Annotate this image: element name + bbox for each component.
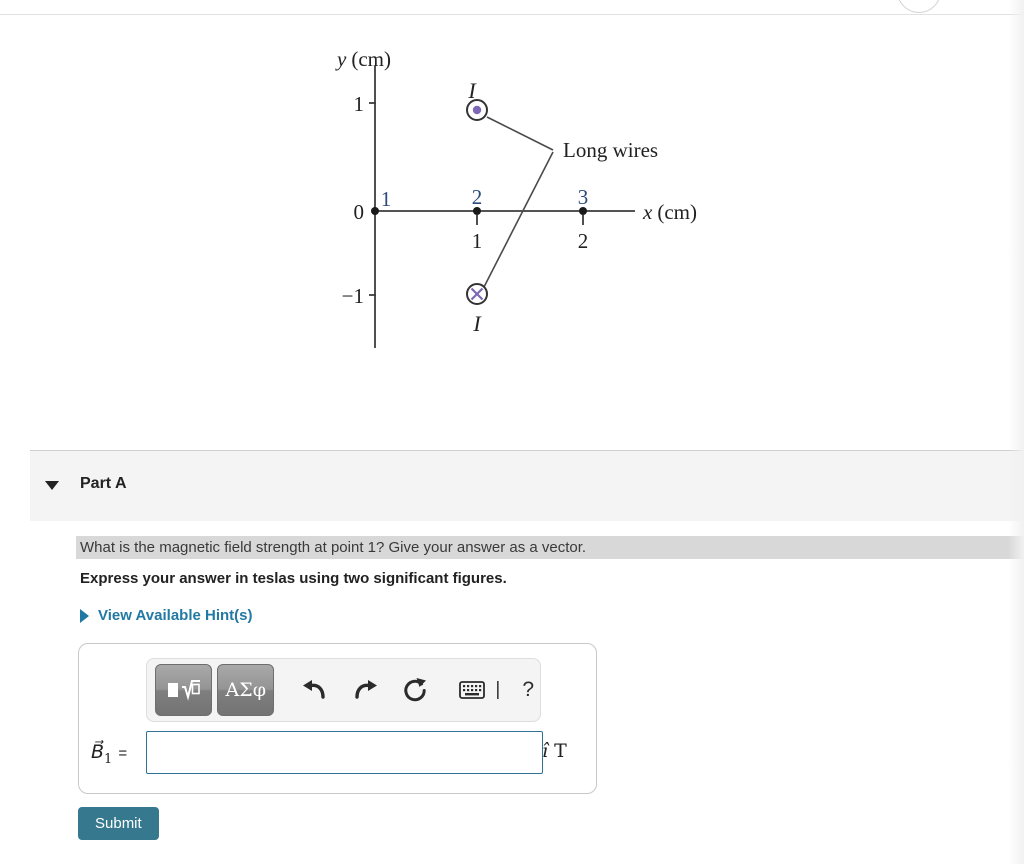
greek-symbols-button[interactable]: ΑΣφ <box>217 664 274 716</box>
leader-line-bottom <box>484 152 553 287</box>
undo-icon <box>301 677 329 703</box>
answer-variable-label: $B⃗_1$ = <box>91 741 128 767</box>
current-out-dot <box>473 106 481 114</box>
answer-unit-label: î T <box>542 740 567 762</box>
point-2-label: 2 <box>471 185 483 209</box>
root-template-icon <box>166 676 202 704</box>
keyboard-icon <box>459 681 485 699</box>
point-3-label: 3 <box>577 185 589 209</box>
current-label-top: I <box>468 78 476 103</box>
collapse-triangle-icon[interactable] <box>45 481 59 490</box>
hint-triangle-icon <box>80 609 89 623</box>
submit-button[interactable]: Submit <box>78 807 159 840</box>
y-axis-label: y (cm) <box>337 47 391 71</box>
reset-icon <box>401 676 429 704</box>
scroll-gutter <box>1008 0 1024 864</box>
point-1-dot <box>371 207 379 215</box>
help-button[interactable]: ? <box>516 677 540 703</box>
point-1-label: 1 <box>380 187 392 211</box>
current-label-bottom: I <box>473 311 481 336</box>
x-tick-label-1: 1 <box>471 229 483 253</box>
question-highlight <box>76 536 1024 559</box>
x-tick-label-2: 2 <box>577 229 589 253</box>
view-hints-link[interactable] <box>80 607 253 624</box>
math-templates-button[interactable] <box>155 664 212 716</box>
redo-button[interactable] <box>351 677 379 703</box>
equation-toolbar <box>146 658 541 722</box>
toolbar-separator: | <box>495 679 501 700</box>
part-a-header[interactable] <box>30 450 1024 521</box>
answer-instruction: Express your answer in teslas using two significant figures. <box>80 570 507 587</box>
x-axis-label: x (cm) <box>643 200 697 224</box>
reset-button[interactable] <box>401 676 429 704</box>
wires-diagram <box>328 38 720 358</box>
top-divider <box>0 14 1024 15</box>
keyboard-shortcuts-button[interactable] <box>459 681 485 699</box>
answer-box <box>78 643 597 794</box>
y-tick-label-minus1: −1 <box>341 284 364 308</box>
cropped-button-icon <box>897 0 941 13</box>
long-wires-annotation: Long wires <box>563 138 659 162</box>
redo-icon <box>351 677 379 703</box>
hint-link-label[interactable]: View Available Hint(s) <box>98 607 253 624</box>
y-tick-label-0: 0 <box>353 200 364 224</box>
question-text: What is the magnetic field strength at point 1? Give your answer as a vector. <box>80 539 587 556</box>
answer-input[interactable] <box>146 731 543 774</box>
undo-button[interactable] <box>301 677 329 703</box>
part-title: Part A <box>80 475 127 492</box>
y-tick-label-1: 1 <box>353 92 364 116</box>
leader-line-top <box>487 117 553 150</box>
